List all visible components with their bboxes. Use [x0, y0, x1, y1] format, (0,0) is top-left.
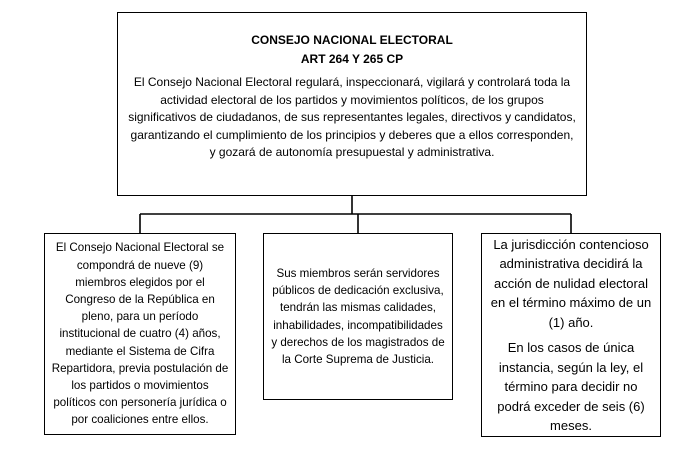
box-description: El Consejo Nacional Electoral regulará, inspeccionará, vigilará y controlará toda la actividad electoral de los partidos y movimientos políticos, de los grupos significativos de ciudadanos, de sus representantes legales, directivos y candidatos, garantizando el cumplimiento de los principios y deberes que a ellos corresponden, y gozará de autonomía presupuestal y administrativa. — [128, 75, 576, 159]
jurisdiction-text-1: La jurisdicción contencioso administrativa decidirá la acción de nulidad electoral en el término máximo de un (1) año. — [490, 236, 652, 330]
jurisdiction-box — [481, 233, 661, 437]
box-title: CONSEJO NACIONAL ELECTORAL — [251, 33, 453, 47]
consejo-nacional-electoral-box — [117, 12, 587, 196]
members-box — [263, 233, 453, 400]
composition-text: El Consejo Nacional Electoral se compondrá de nueve (9) miembros elegidos por el Congreso de la República en pleno, para un período institucional de cuatro (4) años, mediante el Sistema de Cifra Repartidora, previa postulación de los partidos o movimientos políticos con personería jurídica o por coaliciones entre ellos. — [51, 241, 229, 427]
jurisdiction-text-2: En los casos de única instancia, según la ley, el término para decidir no podrá exceder de seis (6) meses. — [497, 340, 645, 433]
composition-box — [44, 233, 236, 435]
box-subtitle: ART 264 Y 265 CP — [300, 52, 404, 66]
members-text: Sus miembros serán servidores públicos de dedicación exclusiva, tendrán las mismas calidades, inhabilidades, incompatibilidades y derechos de los magistrados de la Corte Suprema de Justicia. — [271, 266, 445, 366]
